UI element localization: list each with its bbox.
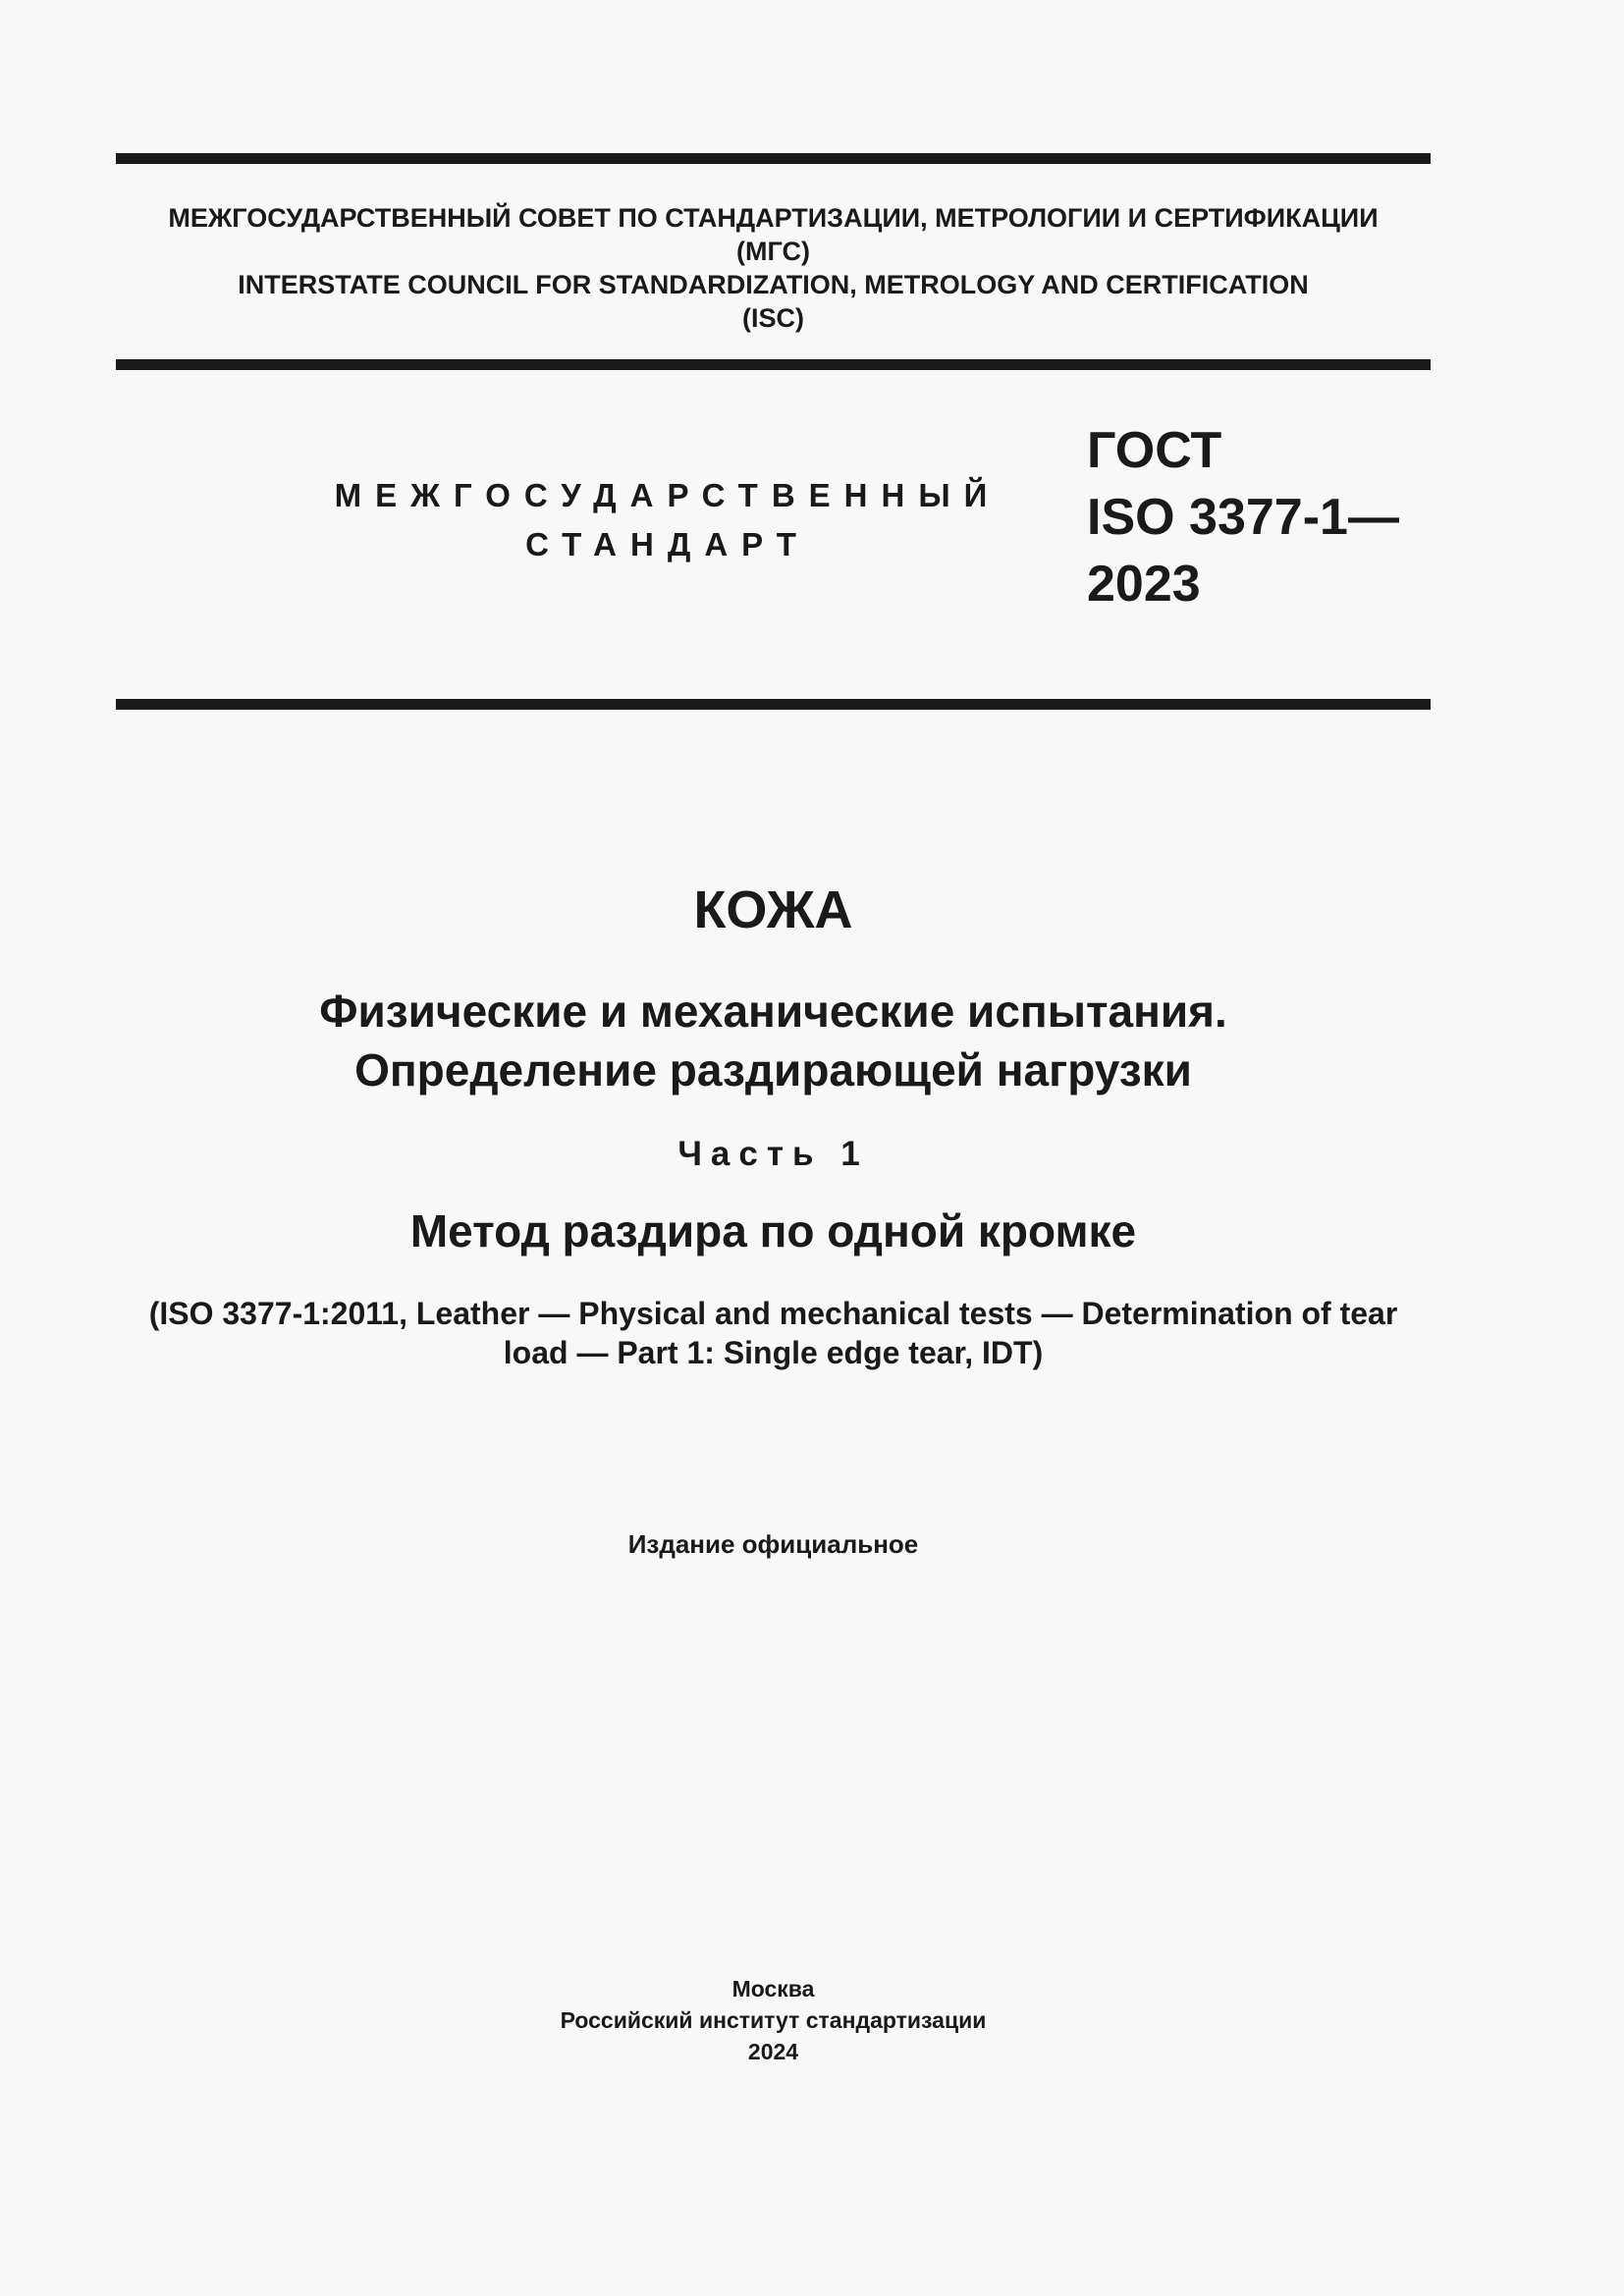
council-header bbox=[116, 201, 1431, 335]
subtitle-line2: Определение раздирающей нагрузки bbox=[354, 1044, 1192, 1095]
top-rule bbox=[116, 153, 1431, 164]
standard-type bbox=[295, 471, 1041, 569]
iso-reference bbox=[116, 1294, 1431, 1372]
method-title: Метод раздира по одной кромке bbox=[409, 1205, 1137, 1256]
imprint-year: 2024 bbox=[747, 2039, 799, 2064]
designation-line2: ISO 3377-1— bbox=[1087, 489, 1399, 546]
council-abbr-ru: (МГС) bbox=[736, 237, 810, 266]
document-title: КОЖА bbox=[693, 881, 853, 939]
part-number: Часть 1 bbox=[677, 1135, 869, 1173]
designation-line1: ГОСТ bbox=[1087, 422, 1222, 479]
standard-type-line2: СТАНДАРТ bbox=[525, 526, 810, 562]
designation-line3: 2023 bbox=[1087, 556, 1201, 613]
designation-rule bbox=[116, 699, 1431, 710]
iso-reference-line1: (ISO 3377-1:2011, Leather — Physical and mechanical tests — Determination of tear bbox=[148, 1296, 1398, 1331]
header-rule bbox=[116, 359, 1431, 370]
council-name-ru: МЕЖГОСУДАРСТВЕННЫЙ СОВЕТ ПО СТАНДАРТИЗАЦИИ, МЕТРОЛОГИИ И СЕРТИФИКАЦИИ bbox=[168, 203, 1379, 233]
standard-designation bbox=[1087, 417, 1399, 617]
imprint-publisher: Российский институт стандартизации bbox=[560, 2007, 987, 2033]
imprint-city: Москва bbox=[731, 1976, 815, 2002]
council-name-en: INTERSTATE COUNCIL FOR STANDARDIZATION, METROLOGY AND CERTIFICATION bbox=[238, 270, 1309, 299]
edition-label: Издание официальное bbox=[627, 1529, 919, 1559]
iso-reference-line2: load — Part 1: Single edge tear, IDT) bbox=[503, 1335, 1044, 1370]
council-abbr-en: (ISC) bbox=[742, 303, 804, 333]
subtitle-line1: Физические и механические испытания. bbox=[319, 986, 1227, 1037]
standard-type-line1: МЕЖГОСУДАРСТВЕННЫЙ bbox=[334, 477, 1001, 513]
document-subtitle bbox=[116, 982, 1431, 1099]
imprint bbox=[116, 1973, 1431, 2067]
